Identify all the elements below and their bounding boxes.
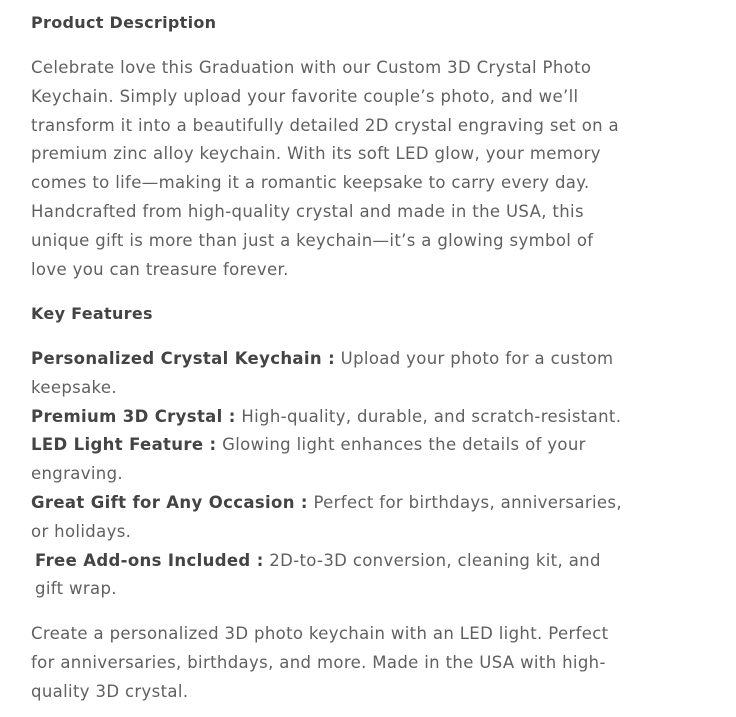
feature-title: Free Add-ons Included : <box>35 550 264 570</box>
feature-title: Personalized Crystal Keychain : <box>31 349 336 368</box>
feature-item <box>31 489 631 547</box>
product-description-text: Celebrate love this Graduation with our Custom 3D Crystal Photo Keychain. Simply upload your favorite couple’s photo, and we’ll transform it into a beautifully detailed 2D crystal engraving set on a premium zinc alloy keychain. With its soft LED glow, your memory comes to life—making it a romantic keepsake to carry every day. Handcrafted from high-quality crystal and made in the USA, this unique gift is more than just a keychain—it’s a glowing symbol of love you can treasure forever. <box>31 58 620 279</box>
feature-text: Glowing light enhances the details of your engraving. <box>31 435 586 484</box>
feature-text: Perfect for birthdays, anniversaries, or holidays. <box>31 492 622 541</box>
product-description-body <box>31 54 631 284</box>
feature-item <box>31 431 631 489</box>
feature-text: Upload your photo for a custom keepsake. <box>31 349 614 397</box>
feature-text: High-quality, durable, and scratch-resistant. <box>235 406 622 426</box>
feature-item <box>31 403 631 432</box>
closing-paragraph <box>31 620 631 706</box>
feature-text: 2D-to-3D conversion, cleaning kit, and gift wrap. <box>35 550 601 599</box>
feature-item <box>31 547 631 605</box>
feature-item <box>31 345 631 403</box>
feature-title: Great Gift for Any Occasion : <box>31 492 308 512</box>
feature-title: Premium 3D Crystal : <box>31 406 236 426</box>
feature-title: LED Light Feature : <box>31 435 217 455</box>
key-features-list <box>31 345 631 604</box>
product-description-heading: Product Description <box>31 13 217 32</box>
closing-text: Create a personalized 3D photo keychain with an LED light. Perfect for anniversaries, birthdays, and more. Made in the USA with high-quality 3D crystal. <box>31 624 609 701</box>
key-features-heading: Key Features <box>31 304 153 323</box>
